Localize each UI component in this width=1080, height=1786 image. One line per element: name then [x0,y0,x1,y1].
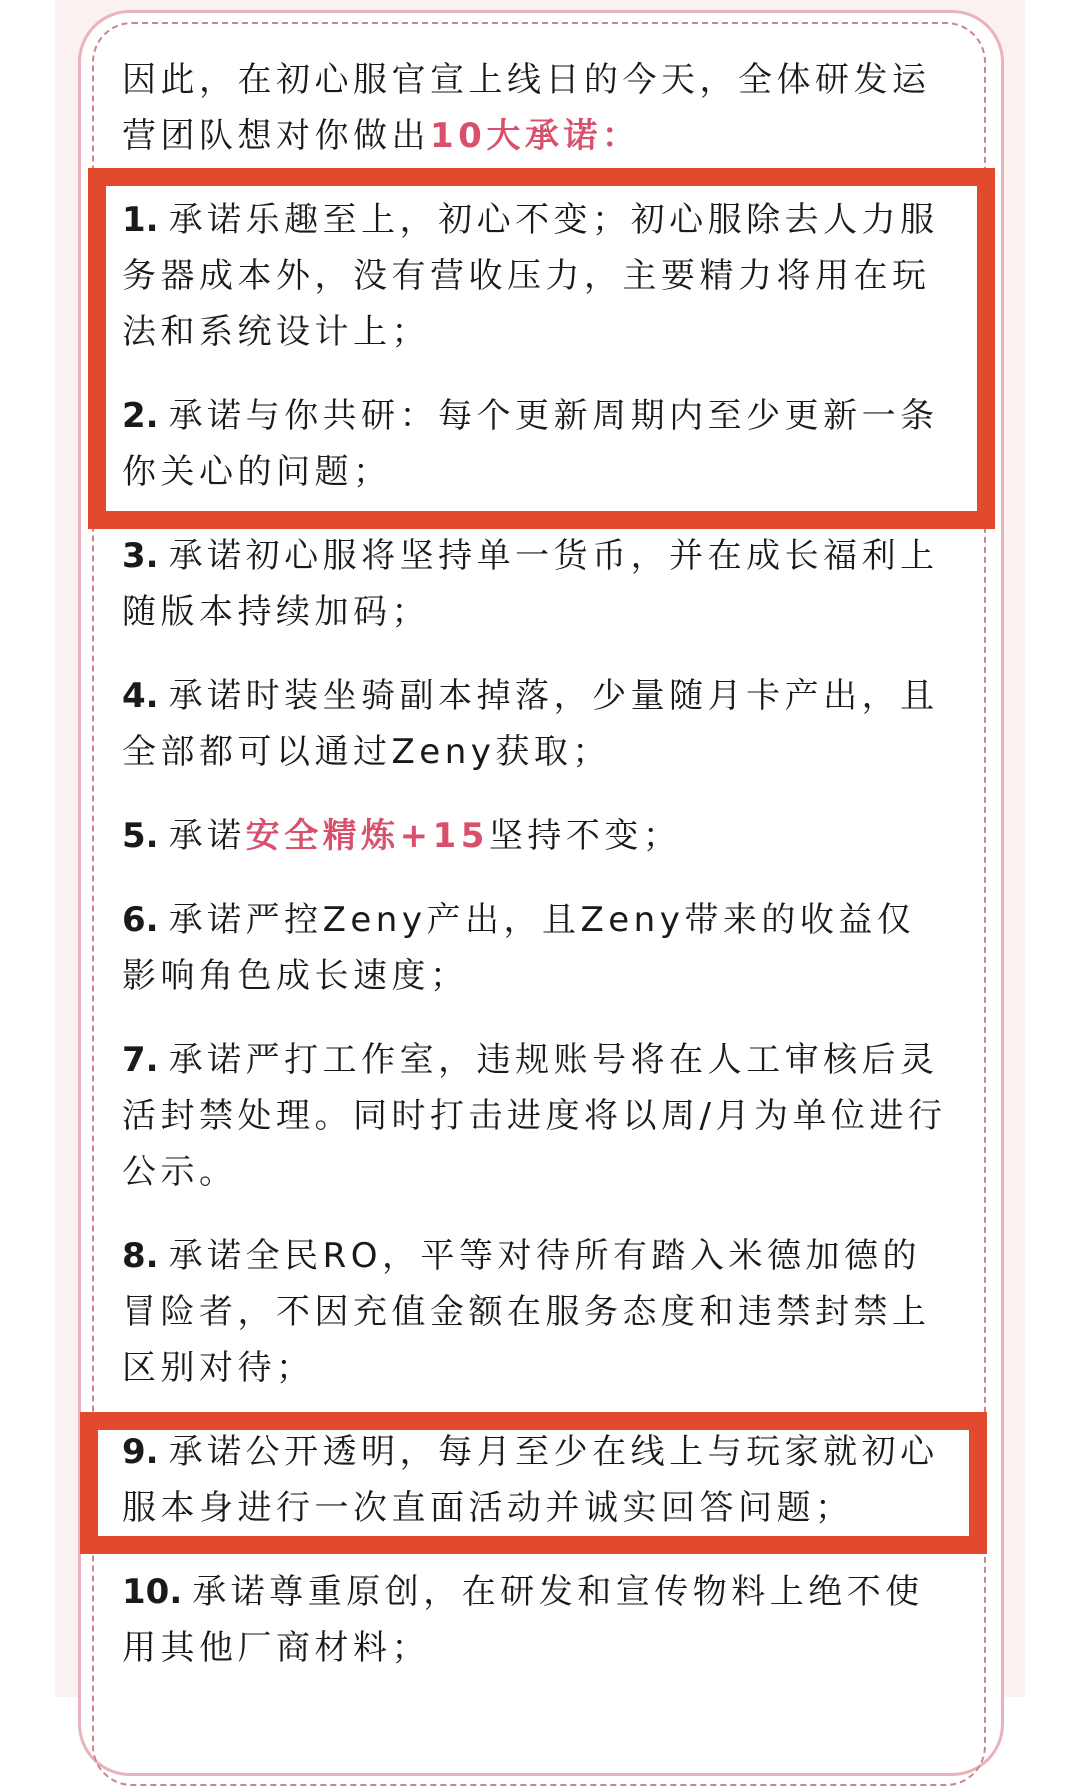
promise-number: 6. [122,900,159,940]
promise-item-5 [122,808,952,864]
promise-highlight: 安全精炼+15 [245,816,489,856]
intro-highlight: 10大承诺： [430,116,641,156]
intro-paragraph [122,52,952,164]
promise-text: 承诺严控Zeny产出，且Zeny带来的收益仅影响角色成长速度； [122,900,916,996]
promise-item-7 [122,1032,952,1200]
promise-item-10 [122,1564,952,1676]
promise-number: 1. [122,200,159,240]
promise-number: 3. [122,536,159,576]
promise-text: 承诺严打工作室，违规账号将在人工审核后灵活封禁处理。同时打击进度将以周/月为单位进行公示。 [122,1040,947,1192]
promise-item-4 [122,668,952,780]
article-body [122,52,952,1704]
promise-text: 承诺初心服将坚持单一货币，并在成长福利上随版本持续加码； [122,536,939,632]
promise-item-9 [122,1424,952,1536]
promise-item-6 [122,892,952,1004]
promise-item-2 [122,388,952,500]
promise-number: 5. [122,816,159,856]
promise-item-8 [122,1228,952,1396]
promise-item-1 [122,192,952,360]
promise-text: 承诺乐趣至上，初心不变；初心服除去人力服务器成本外，没有营收压力，主要精力将用在玩法和系统设计上； [122,200,939,352]
promise-text-after: 坚持不变； [488,816,682,856]
promise-number: 4. [122,676,159,716]
promise-text: 承诺尊重原创，在研发和宣传物料上绝不使用其他厂商材料； [122,1572,924,1668]
promise-number: 8. [122,1236,159,1276]
promise-number: 2. [122,396,159,436]
promise-number: 7. [122,1040,159,1080]
promise-text-before: 承诺 [168,816,246,856]
promise-number: 10. [122,1572,183,1612]
promise-text: 承诺时装坐骑副本掉落，少量随月卡产出，且全部都可以通过Zeny获取； [122,676,939,772]
promise-text: 承诺全民RO，平等对待所有踏入米德加德的冒险者，不因充值金额在服务态度和违禁封禁上区别对待； [122,1236,931,1388]
promise-text: 承诺与你共研：每个更新周期内至少更新一条你关心的问题； [122,396,939,492]
promise-text: 承诺公开透明，每月至少在线上与玩家就初心服本身进行一次直面活动并诚实回答问题； [122,1432,939,1528]
promise-number: 9. [122,1432,159,1472]
promise-item-3 [122,528,952,640]
intro-text: 因此，在初心服官宣上线日的今天，全体研发运营团队想对你做出 [122,60,931,156]
